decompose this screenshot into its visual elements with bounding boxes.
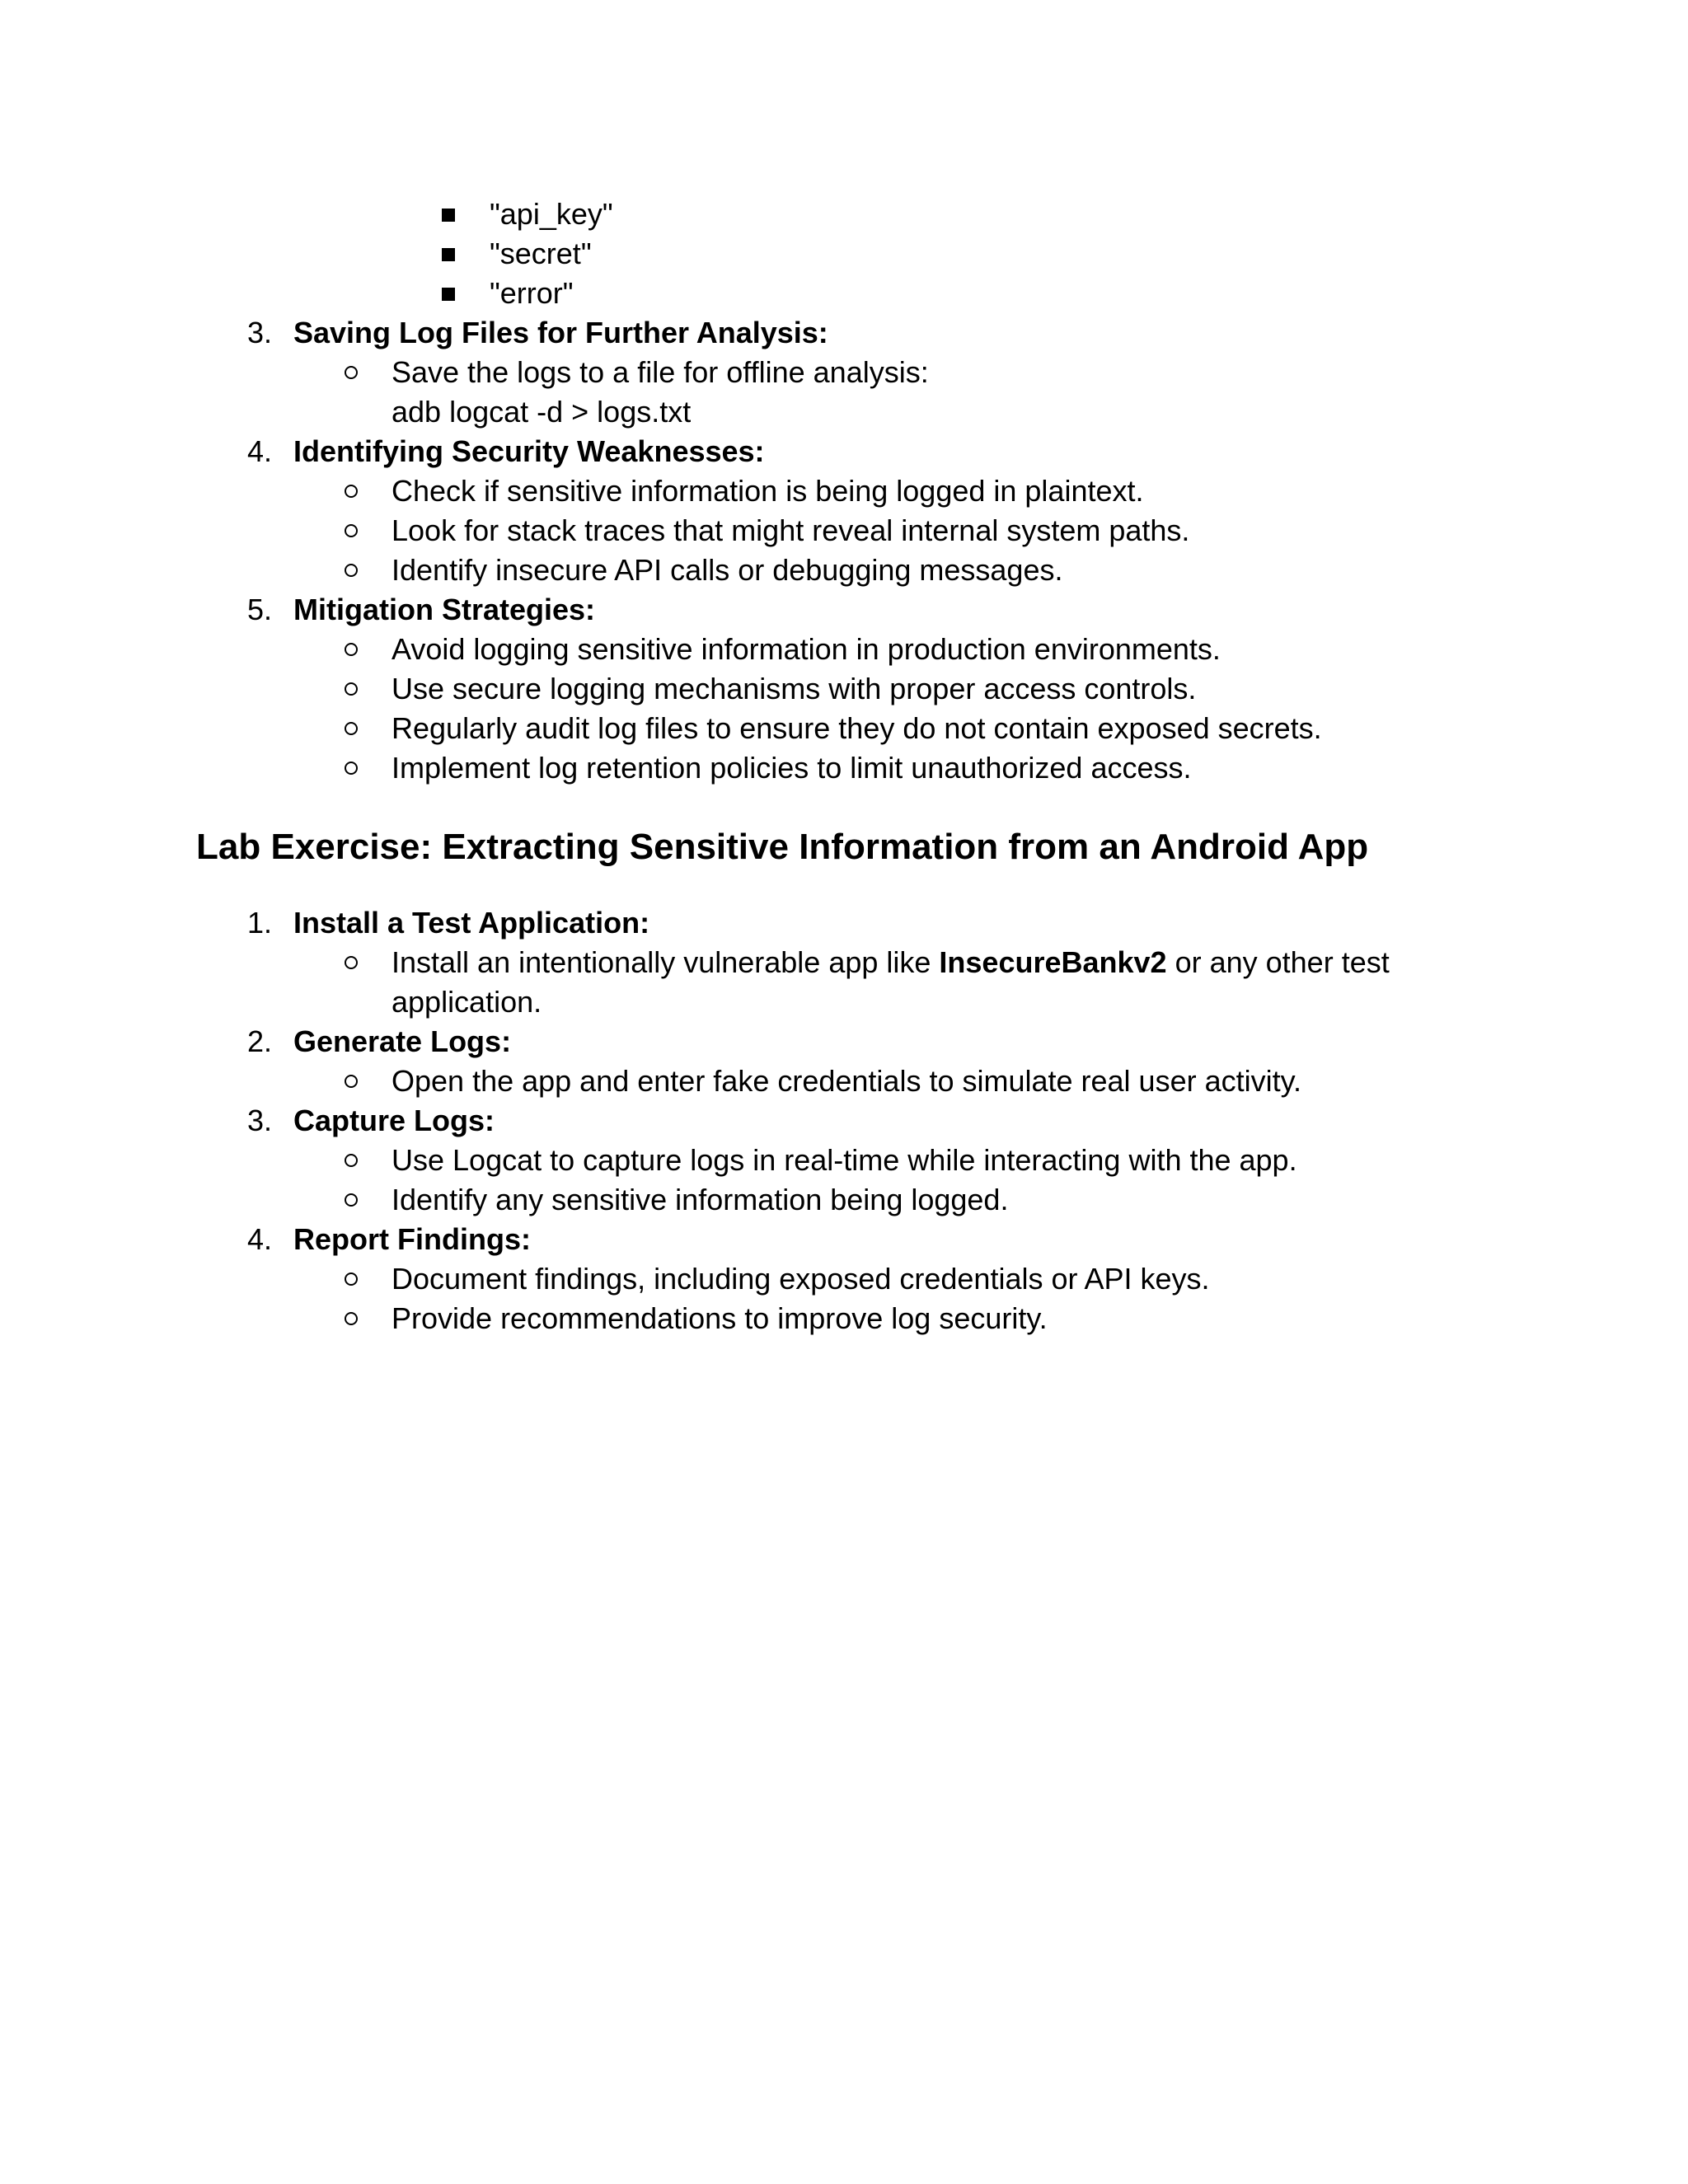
section-heading: Lab Exercise: Extracting Sensitive Information from an Android App <box>196 827 1369 867</box>
square-bullet-icon <box>442 209 455 222</box>
circle-bullet-icon <box>345 1272 358 1286</box>
list-item: Check if sensitive information is being logged in plaintext. <box>392 474 1144 508</box>
section-title: Install a Test Application: <box>293 906 650 940</box>
list-item: Open the app and enter fake credentials to simulate real user activity. <box>392 1064 1301 1098</box>
list-item: Identify insecure API calls or debugging messages. <box>392 553 1063 587</box>
section-title: Capture Logs: <box>293 1104 495 1137</box>
circle-bullet-icon <box>345 722 358 735</box>
list-item-continuation: application. <box>392 985 542 1019</box>
square-bullet-icon <box>442 288 455 301</box>
list-number: 4. <box>246 434 272 468</box>
sub-list-item: "secret" <box>490 237 592 270</box>
circle-bullet-icon <box>345 762 358 775</box>
list-item: Identify any sensitive information being logged. <box>392 1183 1009 1216</box>
section-title: Generate Logs: <box>293 1024 512 1058</box>
list-number: 1. <box>246 906 272 940</box>
list-item: Implement log retention policies to limit unauthorized access. <box>392 751 1192 785</box>
list-number: 3. <box>246 316 272 349</box>
section-title: Mitigation Strategies: <box>293 593 596 626</box>
list-number: 5. <box>246 593 272 626</box>
app-name: InsecureBankv2 <box>939 945 1167 979</box>
sub-list-item: "api_key" <box>490 197 613 231</box>
list-number: 4. <box>246 1222 272 1256</box>
code-snippet: adb logcat -d > logs.txt <box>392 395 692 429</box>
square-bullet-icon <box>442 248 455 261</box>
circle-bullet-icon <box>345 643 358 656</box>
list-item <box>392 943 1390 982</box>
circle-bullet-icon <box>345 524 358 537</box>
list-item-text: Install an intentionally vulnerable app like <box>392 945 940 979</box>
list-item: Use secure logging mechanisms with proper access controls. <box>392 672 1197 705</box>
circle-bullet-icon <box>345 956 358 969</box>
list-item: Save the logs to a file for offline analysis: <box>392 355 929 389</box>
list-item: Avoid logging sensitive information in production environments. <box>392 632 1221 666</box>
section-title: Identifying Security Weaknesses: <box>293 434 765 468</box>
circle-bullet-icon <box>345 366 358 379</box>
list-number: 2. <box>246 1024 272 1058</box>
list-item: Provide recommendations to improve log security. <box>392 1301 1048 1335</box>
list-item: Look for stack traces that might reveal internal system paths. <box>392 513 1190 547</box>
circle-bullet-icon <box>345 1312 358 1325</box>
list-number: 3. <box>246 1104 272 1137</box>
list-item-text: or any other test <box>1166 945 1390 979</box>
circle-bullet-icon <box>345 682 358 696</box>
list-item: Use Logcat to capture logs in real-time while interacting with the app. <box>392 1143 1297 1177</box>
circle-bullet-icon <box>345 1154 358 1167</box>
circle-bullet-icon <box>345 1193 358 1207</box>
list-item: Regularly audit log files to ensure they do not contain exposed secrets. <box>392 711 1322 745</box>
circle-bullet-icon <box>345 485 358 498</box>
list-item: Document findings, including exposed credentials or API keys. <box>392 1262 1210 1296</box>
circle-bullet-icon <box>345 1075 358 1088</box>
section-title: Saving Log Files for Further Analysis: <box>293 316 828 349</box>
sub-list-item: "error" <box>490 276 574 310</box>
circle-bullet-icon <box>345 564 358 577</box>
section-title: Report Findings: <box>293 1222 531 1256</box>
